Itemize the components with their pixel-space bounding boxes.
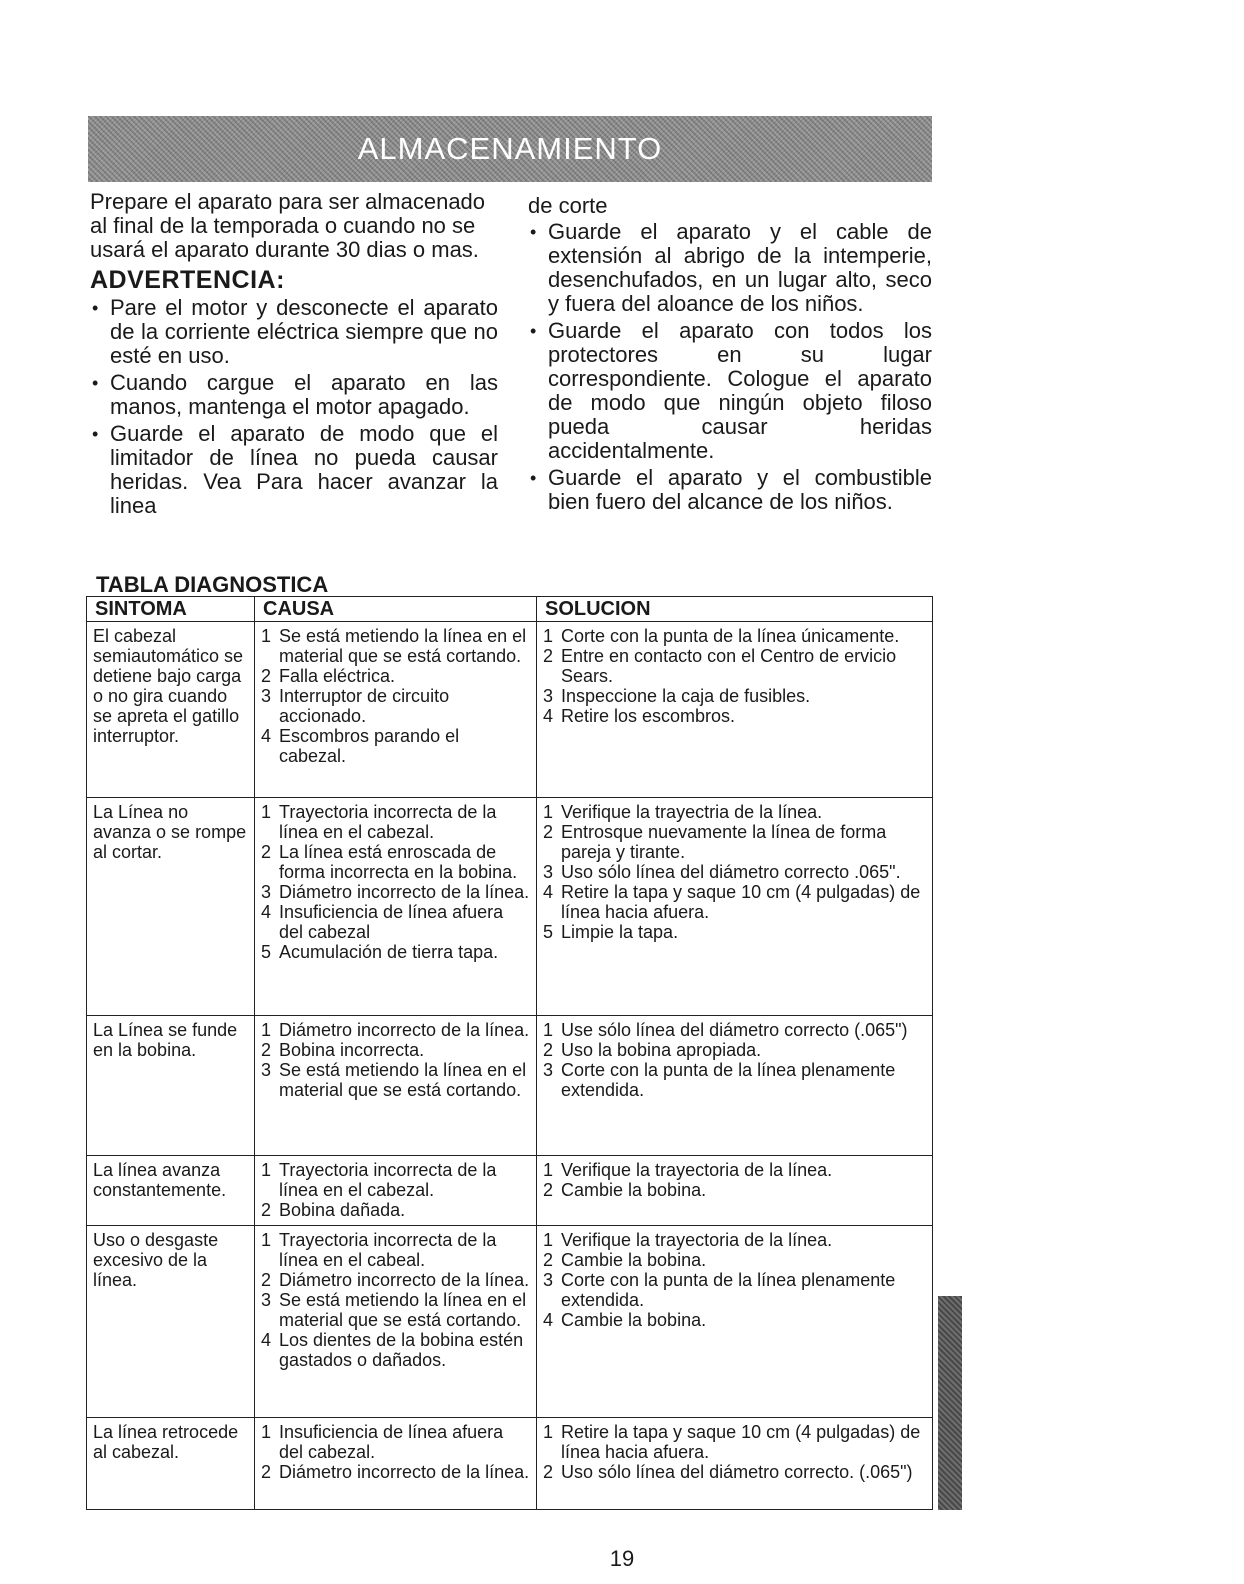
- item-text: Uso la bobina apropiada.: [561, 1040, 762, 1060]
- table-row: [87, 1226, 933, 1418]
- item-number: 1: [261, 1160, 272, 1180]
- item-number: 3: [543, 862, 554, 882]
- cell-causa: [255, 622, 537, 798]
- item-number: 4: [543, 706, 554, 726]
- item-text: Se está metiendo la línea en el material que se está cortando.: [279, 626, 527, 666]
- list-item: [261, 802, 530, 842]
- item-number: 2: [543, 1462, 554, 1482]
- item-number: 2: [261, 1040, 272, 1060]
- page-number: 19: [609, 1546, 635, 1571]
- list-item: [543, 1270, 926, 1310]
- solucion-list: [543, 802, 926, 942]
- solucion-list: [543, 1422, 926, 1482]
- item-text: Se está metiendo la línea en el material que se está cortando.: [279, 1060, 527, 1100]
- list-item: [543, 1250, 926, 1270]
- solucion-list: [543, 1230, 926, 1330]
- item-number: 2: [543, 1040, 554, 1060]
- item-text: Diámetro incorrecto de la línea.: [279, 882, 530, 902]
- item-text: Uso sólo línea del diámetro correcto .065".: [561, 862, 901, 882]
- list-item: [543, 1160, 926, 1180]
- table-row: [87, 1016, 933, 1156]
- list-item: [543, 922, 926, 942]
- item-number: 4: [261, 726, 272, 746]
- item-number: 1: [261, 1020, 272, 1040]
- item-text: Bobina incorrecta.: [279, 1040, 425, 1060]
- list-item: [261, 1200, 530, 1220]
- item-number: 1: [261, 1422, 272, 1442]
- section-banner: [88, 116, 932, 182]
- item-text: Escombros parando el cabezal.: [279, 726, 460, 766]
- list-item: [261, 1270, 530, 1290]
- solucion-list: [543, 626, 926, 726]
- item-text: Cambie la bobina.: [561, 1250, 707, 1270]
- item-text: Corte con la punta de la línea únicamente.: [561, 626, 900, 646]
- solucion-list: [543, 1160, 926, 1200]
- item-number: 3: [261, 882, 272, 902]
- list-item: [543, 1020, 926, 1040]
- diagnostic-table: [86, 596, 933, 1510]
- list-item: • Pare el motor y desconecte el aparato de la corriente eléctrica siempre que no esté en uso.: [90, 296, 498, 368]
- item-text: Entrosque nuevamente la línea de forma pareja y tirante.: [561, 822, 887, 862]
- warning-list: [90, 296, 498, 518]
- cell-solucion: [537, 1156, 933, 1226]
- item-number: 1: [543, 1422, 554, 1442]
- cell-sintoma: La Línea no avanza o se rompe al cortar.: [87, 798, 255, 1016]
- item-text: Diámetro incorrecto de la línea.: [279, 1462, 530, 1482]
- list-item: [261, 1422, 530, 1462]
- cell-solucion: [537, 1016, 933, 1156]
- cell-solucion: [537, 1226, 933, 1418]
- solucion-list: [543, 1020, 926, 1100]
- causa-list: [261, 1422, 530, 1482]
- item-text: Los dientes de la bobina estén gastados o dañados.: [279, 1330, 524, 1370]
- item-text: Retire los escombros.: [561, 706, 736, 726]
- list-item: [261, 626, 530, 666]
- list-item: [261, 882, 530, 902]
- item-text: La línea está enroscada de forma incorrecta en la bobina.: [279, 842, 518, 882]
- list-item: [261, 842, 530, 882]
- list-item: [543, 1060, 926, 1100]
- list-item: • Guarde el aparato con todos los protectores en su lugar correspondiente. Cologue el aparato de modo que ningún objeto filoso pueda causar heridas accidentalmente.: [528, 319, 932, 463]
- cell-solucion: [537, 1418, 933, 1510]
- item-text: Trayectoria incorrecta de la línea en el cabezal.: [279, 802, 497, 842]
- item-text: Use sólo línea del diámetro correcto (.065"): [561, 1020, 908, 1040]
- list-item: [261, 1462, 530, 1482]
- item-text: Retire la tapa y saque 10 cm (4 pulgadas) de línea hacia afuera.: [561, 1422, 921, 1462]
- item-number: 3: [261, 1290, 272, 1310]
- item-number: 2: [261, 842, 272, 862]
- item-number: 3: [261, 686, 272, 706]
- list-item: [543, 802, 926, 822]
- item-number: 2: [543, 646, 554, 666]
- item-text: Corte con la punta de la línea plenamente extendida.: [561, 1060, 896, 1100]
- cell-sintoma: El cabezal semiautomático se detiene bajo carga o no gira cuando se apreta el gatillo interruptor.: [87, 622, 255, 798]
- item-text: Se está metiendo la línea en el material que se está cortando.: [279, 1290, 527, 1330]
- list-item: [543, 706, 926, 726]
- list-item: [261, 1060, 530, 1100]
- item-text: Bobina dañada.: [279, 1200, 406, 1220]
- list-item: [543, 1422, 926, 1462]
- table-row: [87, 622, 933, 798]
- item-text: Entre en contacto con el Centro de ervicio Sears.: [561, 646, 897, 686]
- item-number: 4: [261, 1330, 272, 1350]
- list-item: [543, 862, 926, 882]
- item-number: 1: [543, 626, 554, 646]
- list-item: [543, 882, 926, 922]
- item-number: 2: [543, 822, 554, 842]
- item-number: 1: [261, 1230, 272, 1250]
- list-item: • Guarde el aparato y el cable de extensión al abrigo de la intemperie, desenchufados, en un lugar alto, seco y fuera del aloance de los niños.: [528, 220, 932, 316]
- causa-list: [261, 1020, 530, 1100]
- cell-sintoma: Uso o desgaste excesivo de la línea.: [87, 1226, 255, 1418]
- list-item: [543, 1230, 926, 1250]
- cell-causa: [255, 1156, 537, 1226]
- table-row: [87, 1156, 933, 1226]
- list-item: [261, 902, 530, 942]
- item-text: Verifique la trayectoria de la línea.: [561, 1230, 833, 1250]
- list-item: [543, 822, 926, 862]
- item-text: Trayectoria incorrecta de la línea en el cabezal.: [279, 1160, 497, 1200]
- list-item: [543, 1040, 926, 1060]
- cell-causa: [255, 1418, 537, 1510]
- intro-paragraph: Prepare el aparato para ser almacenado al final de la temporada o cuando no se usará el aparato durante 30 dias o mas.: [90, 189, 486, 262]
- item-number: 1: [543, 1020, 554, 1040]
- list-item: [261, 1330, 530, 1370]
- table-row: [87, 798, 933, 1016]
- item-number: 2: [261, 1200, 272, 1220]
- item-text: Acumulación de tierra tapa.: [279, 942, 499, 962]
- item-text: Retire la tapa y saque 10 cm (4 pulgadas) de línea hacia afuera.: [561, 882, 921, 922]
- item-number: 1: [261, 626, 272, 646]
- warning-heading: ADVERTENCIA:: [90, 266, 285, 294]
- item-number: 4: [543, 882, 554, 902]
- item-number: 2: [543, 1250, 554, 1270]
- header-causa: CAUSA: [255, 597, 537, 622]
- cell-causa: [255, 1226, 537, 1418]
- item-number: 1: [543, 1230, 554, 1250]
- item-text: Corte con la punta de la línea plenamente extendida.: [561, 1270, 896, 1310]
- item-number: 3: [543, 686, 554, 706]
- item-text: Verifique la trayectria de la línea.: [561, 802, 823, 822]
- item-number: 2: [261, 1462, 272, 1482]
- item-number: 5: [543, 922, 554, 942]
- item-number: 4: [261, 902, 272, 922]
- table-title: TABLA DIAGNOSTICA: [96, 572, 329, 597]
- item-number: 2: [261, 1270, 272, 1290]
- table-row: [87, 1418, 933, 1510]
- cell-solucion: [537, 622, 933, 798]
- cell-solucion: [537, 798, 933, 1016]
- list-item: [261, 1020, 530, 1040]
- item-number: 1: [261, 802, 272, 822]
- item-text: Cambie la bobina.: [561, 1310, 707, 1330]
- item-number: 3: [261, 1060, 272, 1080]
- cell-sintoma: La Línea se funde en la bobina.: [87, 1016, 255, 1156]
- list-item: [543, 646, 926, 686]
- list-item: [543, 1310, 926, 1330]
- list-item: [261, 726, 530, 766]
- cell-causa: [255, 798, 537, 1016]
- list-item: [543, 686, 926, 706]
- item-text: Insuficiencia de línea afuera del cabezal.: [279, 1422, 504, 1462]
- continuation-text: de corte: [528, 193, 608, 218]
- item-text: Verifique la trayectoria de la línea.: [561, 1160, 833, 1180]
- causa-list: [261, 626, 530, 766]
- item-number: 1: [543, 802, 554, 822]
- left-column: [90, 190, 498, 521]
- list-item: • Cuando cargue el aparato en las manos, mantenga el motor apagado.: [90, 371, 498, 419]
- table-header-row: [87, 597, 933, 622]
- item-text: Cambie la bobina.: [561, 1180, 707, 1200]
- item-text: Diámetro incorrecto de la línea.: [279, 1020, 530, 1040]
- list-item: • Guarde el aparato de modo que el limitador de línea no pueda causar heridas. Vea Para hacer avanzar la linea: [90, 422, 498, 518]
- item-number: 1: [543, 1160, 554, 1180]
- item-text: Limpie la tapa.: [561, 922, 679, 942]
- item-number: 3: [543, 1270, 554, 1290]
- item-text: Diámetro incorrecto de la línea.: [279, 1270, 530, 1290]
- list-item: [543, 1462, 926, 1482]
- storage-list: [528, 220, 932, 514]
- item-text: Inspeccione la caja de fusibles.: [561, 686, 811, 706]
- item-text: Falla eléctrica.: [279, 666, 396, 686]
- cell-sintoma: La línea retrocede al cabezal.: [87, 1418, 255, 1510]
- list-item: [261, 1160, 530, 1200]
- causa-list: [261, 802, 530, 962]
- list-item: [543, 626, 926, 646]
- list-item: [261, 686, 530, 726]
- causa-list: [261, 1230, 530, 1370]
- cell-causa: [255, 1016, 537, 1156]
- edge-thumb-tab: [938, 1296, 962, 1510]
- header-sintoma: SINTOMA: [87, 597, 255, 622]
- right-column: [528, 194, 932, 517]
- list-item: [543, 1180, 926, 1200]
- item-text: Insuficiencia de línea afuera del cabezal: [279, 902, 504, 942]
- list-item: [261, 666, 530, 686]
- item-number: 4: [543, 1310, 554, 1330]
- list-item: [261, 942, 530, 962]
- item-text: Uso sólo línea del diámetro correcto. (.065"): [561, 1462, 913, 1482]
- cell-sintoma: La línea avanza constantemente.: [87, 1156, 255, 1226]
- item-number: 2: [543, 1180, 554, 1200]
- list-item: [261, 1040, 530, 1060]
- list-item: • Guarde el aparato y el combustible bien fuero del alcance de los niños.: [528, 466, 932, 514]
- item-text: Interruptor de circuito accionado.: [279, 686, 450, 726]
- item-number: 2: [261, 666, 272, 686]
- causa-list: [261, 1160, 530, 1220]
- item-number: 3: [543, 1060, 554, 1080]
- list-item: [261, 1290, 530, 1330]
- header-solucion: SOLUCION: [537, 597, 933, 622]
- banner-title: ALMACENAMIENTO: [357, 131, 663, 166]
- item-number: 5: [261, 942, 272, 962]
- list-item: [261, 1230, 530, 1270]
- table-body: [87, 622, 933, 1510]
- item-text: Trayectoria incorrecta de la línea en el cabeal.: [279, 1230, 497, 1270]
